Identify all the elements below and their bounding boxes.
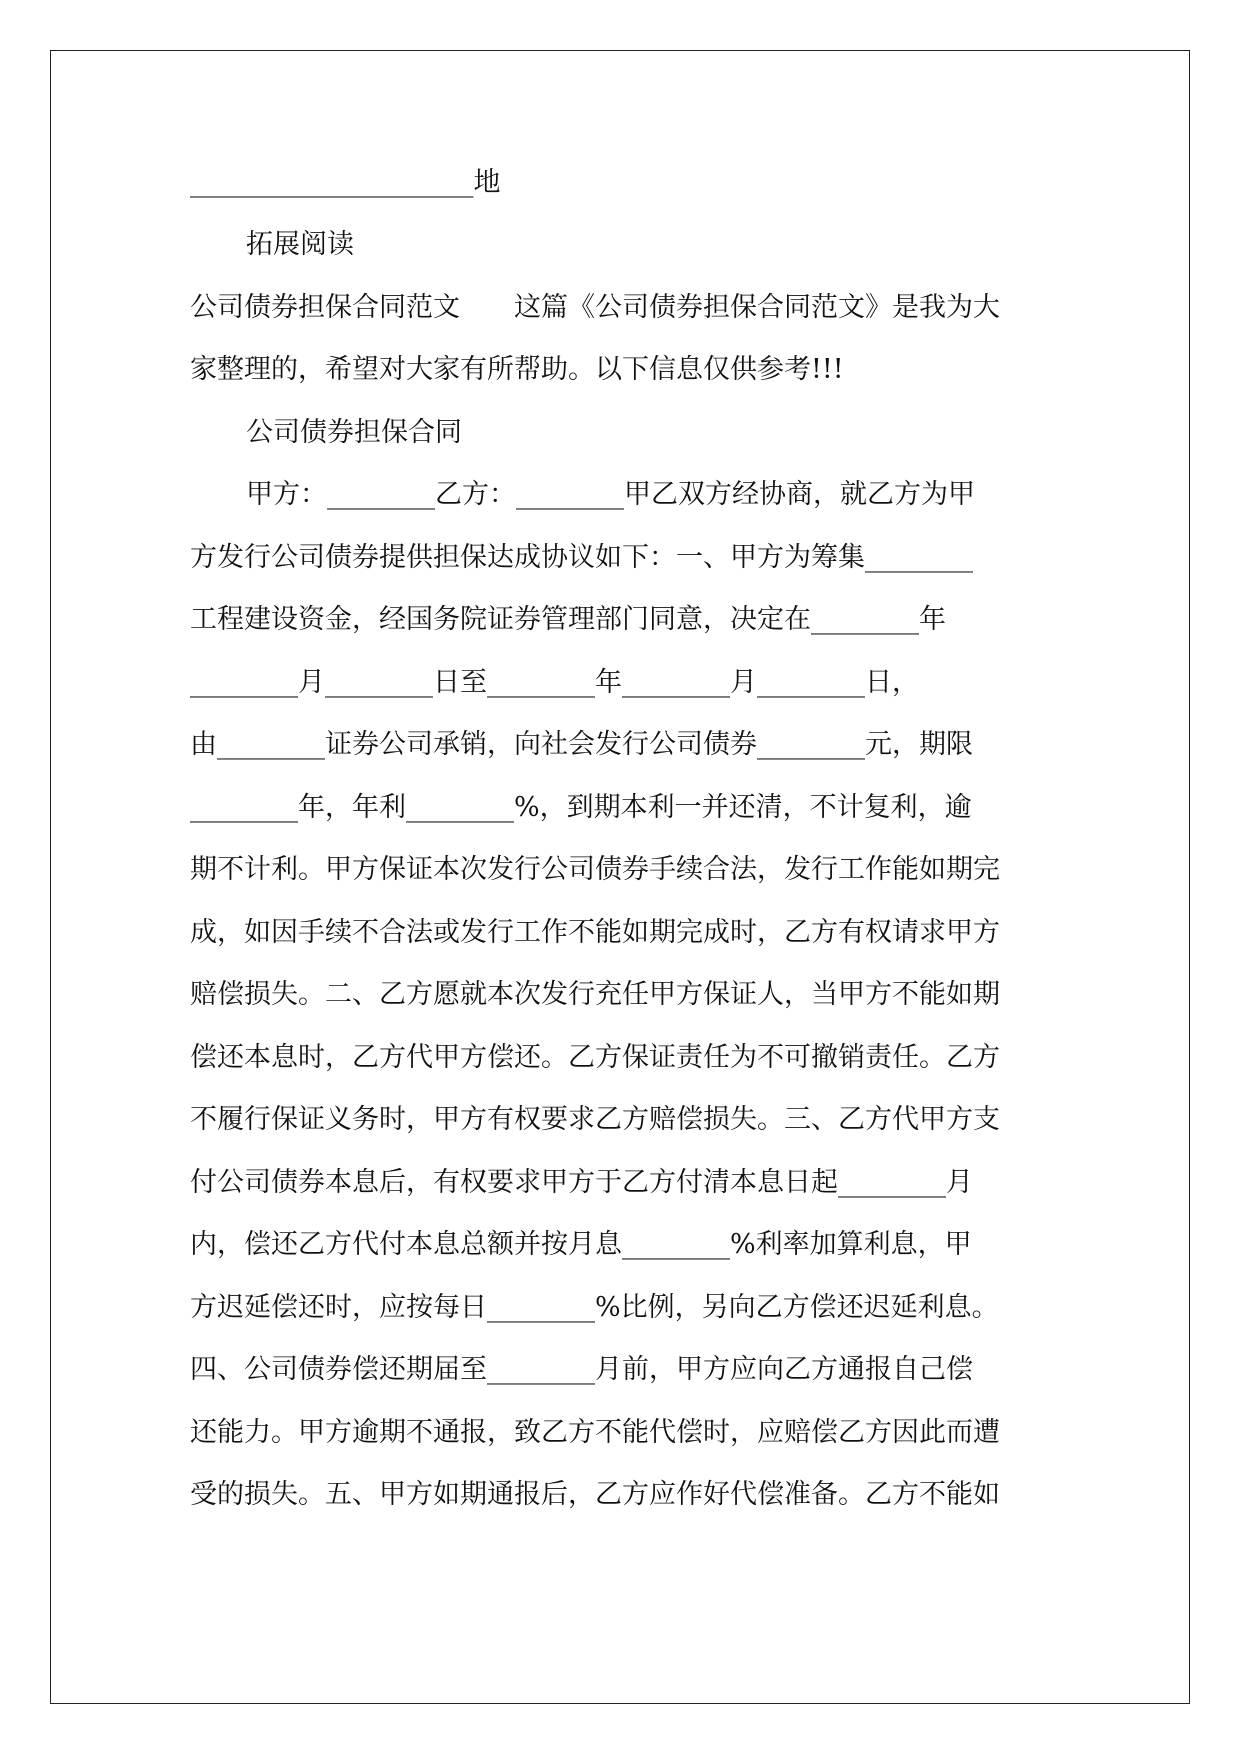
paragraph-line: 付公司债券本息后，有权要求甲方于乙方付清本息日起________月 <box>190 1167 973 1198</box>
paragraph-line: 工程建设资金，经国务院证券管理部门同意，决定在________年 <box>190 604 946 635</box>
paragraph-line: 受的损失。五、甲方如期通报后，乙方应作好代偿准备。乙方不能如 <box>190 1479 1000 1510</box>
paragraph-line: 四、公司债券偿还期届至________月前，甲方应向乙方通报自己偿 <box>190 1354 973 1385</box>
section-heading-extended-reading: 拓展阅读 <box>246 229 354 260</box>
contract-title: 公司债券担保合同 <box>246 417 462 448</box>
paragraph-line: 方迟延偿还时，应按每日________%比例，另向乙方偿还迟延利息。 <box>190 1292 999 1323</box>
paragraph-line: 赔偿损失。二、乙方愿就本次发行充任甲方保证人，当甲方不能如期 <box>190 979 1000 1010</box>
paragraph-line: ________月________日至________年________月________日， <box>190 667 919 698</box>
signature-place-line: _____________________地 <box>190 167 501 198</box>
paragraph-line: 家整理的，希望对大家有所帮助。以下信息仅供参考!!! <box>190 354 844 385</box>
paragraph-line: 由________证券公司承销，向社会发行公司债券________元，期限 <box>190 729 973 760</box>
paragraph-line: 偿还本息时，乙方代甲方偿还。乙方保证责任为不可撤销责任。乙方 <box>190 1042 1000 1073</box>
paragraph-line: 方发行公司债券提供担保达成协议如下：一、甲方为筹集________ <box>190 542 973 573</box>
paragraph-line: 不履行保证义务时，甲方有权要求乙方赔偿损失。三、乙方代甲方支 <box>190 1104 1000 1135</box>
paragraph-line: 内，偿还乙方代付本息总额并按月息________%利率加算利息，甲 <box>190 1229 972 1260</box>
paragraph-line: 还能力。甲方逾期不通报，致乙方不能代偿时，应赔偿乙方因此而遭 <box>190 1417 1000 1448</box>
paragraph-line: ________年，年利________%，到期本利一并还清，不计复利，逾 <box>190 792 972 823</box>
paragraph-line: 成，如因手续不合法或发行工作不能如期完成时，乙方有权请求甲方 <box>190 917 1000 948</box>
paragraph-line: 甲方：________乙方：________甲乙双方经协商，就乙方为甲 <box>246 479 975 510</box>
paragraph-line: 期不计利。甲方保证本次发行公司债券手续合法，发行工作能如期完 <box>190 854 1000 885</box>
paragraph-line: 公司债券担保合同范文 这篇《公司债券担保合同范文》是我为大 <box>190 292 1000 323</box>
